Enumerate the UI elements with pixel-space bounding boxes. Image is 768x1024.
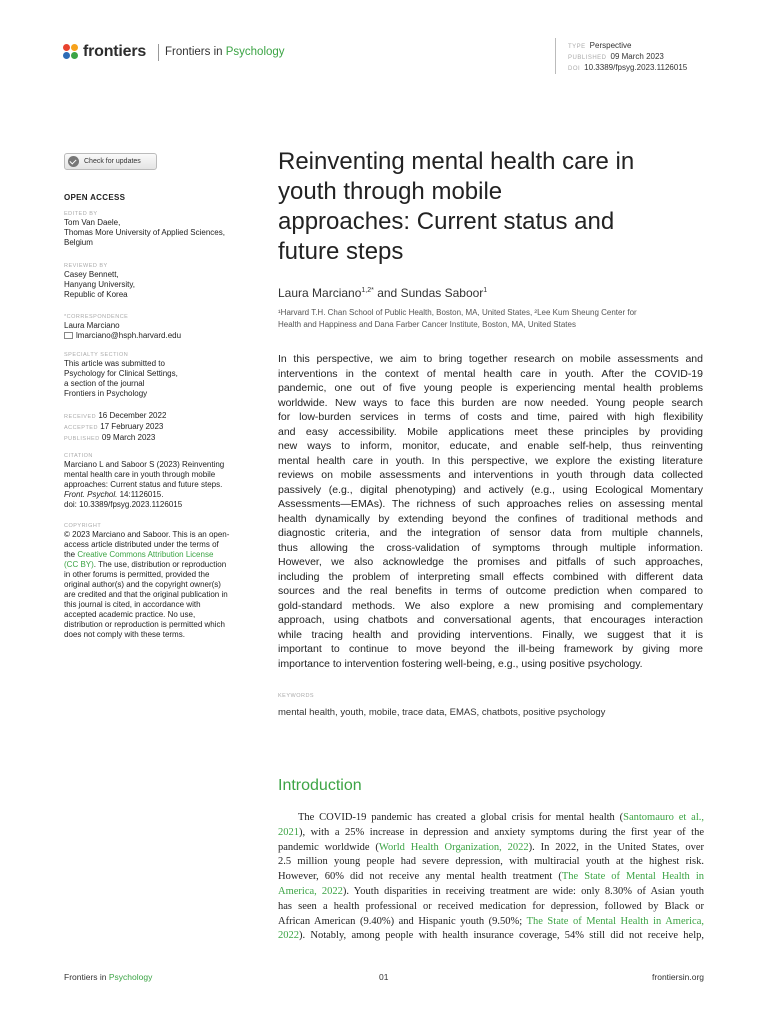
copyright-text: the (64, 550, 78, 559)
article-dates (64, 411, 264, 444)
citation-label: CITATION (64, 453, 93, 459)
specialty-line: Psychology for Clinical Settings, (64, 369, 178, 378)
correspondence-email[interactable]: lmarciano@hsph.harvard.edu (76, 331, 182, 340)
specialty-section (64, 351, 264, 399)
reviewed-by-label: REVIEWED BY (64, 263, 108, 269)
citation-link[interactable]: The State of Mental Health in (561, 871, 705, 883)
citation-link[interactable]: 2022 (278, 930, 299, 942)
abstract-line: In this perspective, we aim to bring together research on mobile assessments and (278, 353, 703, 365)
body-text: ), with a 25% increase in depression and anxiety symptoms during the first year of the (299, 826, 704, 838)
body-line: has seen a health professional or received medication for depression, followed by Black or (278, 900, 704, 912)
affiliation-line: ¹Harvard T.H. Chan School of Public Health, Boston, MA, United States, ²Lee Kum Sheung Center for (278, 308, 637, 317)
correspondence-name: Laura Marciano (64, 321, 120, 330)
reviewer-name: Casey Bennett, (64, 270, 119, 279)
published-label-side: PUBLISHED (64, 436, 100, 442)
correspondence-email-row[interactable] (64, 331, 264, 341)
copyright-line: this journal is cited, in accordance with (64, 600, 201, 609)
body-line (278, 870, 704, 885)
body-line (278, 885, 704, 900)
body-line (278, 929, 704, 944)
published-label: PUBLISHED (568, 55, 607, 61)
citation-line: approaches: Current status and future steps. (64, 480, 223, 489)
published-date-side: 09 March 2023 (101, 433, 156, 442)
author-name[interactable]: Sundas Saboor (400, 286, 484, 300)
abstract-line: gold-standard methods. We also explore a new promising and complementary (278, 599, 703, 612)
abstract-line: importance to intervention fostering well-being, e.g., using positive psychology. (278, 657, 643, 670)
body-line (278, 915, 704, 930)
citation (64, 452, 264, 510)
frontiers-logo-icon (63, 44, 79, 60)
editor-name: Tom Van Daele, (64, 218, 121, 227)
header-divider (158, 44, 159, 61)
abstract-line: passively (e.g., digital phenotyping) and actively (e.g., using Ecological Momentary (278, 483, 703, 496)
copyright-line: original author(s) and the copyright owner(s) (64, 580, 221, 589)
specialty-line: a section of the journal (64, 379, 145, 388)
copyright-label: COPYRIGHT (64, 523, 102, 529)
copyright-line: accepted academic practice. No use, (64, 610, 196, 619)
citation-line: Marciano L and Saboor S (2023) Reinventing (64, 460, 225, 469)
abstract-line: mental health care in youth. In this perspective, we explore the existing literature (278, 454, 703, 467)
accepted-date: 17 February 2023 (100, 422, 164, 431)
abstract-line: and easy accessibility. Mobile applications meet these principles by providing (278, 425, 703, 438)
abstract-line: reviews on mobile assessments and interventions in youth through data collected (278, 469, 703, 481)
authors (278, 286, 487, 300)
footer-site-link[interactable]: frontiersin.org (652, 972, 704, 982)
copyright-text: . The use, distribution or reproduction (93, 560, 227, 569)
type-value: Perspective (589, 41, 632, 50)
abstract-line: worldwide. New ways to face this burden are now needed. Young people search (278, 396, 703, 409)
editor-institution: Thomas More University of Applied Sciences, (64, 228, 225, 237)
received-date: 16 December 2022 (98, 411, 167, 420)
copyright-line: access article distributed under the terms of (64, 540, 219, 549)
body-text: ). In 2022, in the United States, over (528, 841, 704, 853)
editor-country: Belgium (64, 238, 93, 247)
abstract-line: diagnostic criteria, and the integration of sensor data from multiple channels, (278, 527, 703, 539)
edited-by-label: EDITED BY (64, 211, 98, 217)
edited-by (64, 210, 264, 248)
abstract-line: new ways to inform, monitor, educate, and enable self-help, thus reinventing (278, 440, 703, 452)
footer-journal-subject: Psychology (108, 972, 153, 982)
accepted-label: ACCEPTED (64, 425, 98, 431)
journal-name[interactable] (165, 46, 285, 58)
abstract-line: However, we also acknowledge the promises and pitfalls of such approaches, (278, 556, 703, 568)
correspondence-label: *CORRESPONDENCE (64, 314, 129, 320)
introduction-body (278, 811, 704, 944)
check-for-updates-button[interactable] (64, 153, 157, 170)
copyright (64, 522, 264, 640)
copyright-line: © 2023 Marciano and Saboor. This is an open- (64, 530, 230, 539)
published-value: 09 March 2023 (610, 52, 664, 61)
abstract (278, 352, 703, 671)
body-text: The COVID-19 pandemic has created a global crisis for mental health ( (298, 812, 624, 823)
abstract-line: health dynamically by extending beyond the confines of traditional methods and (278, 512, 703, 525)
frontiers-logo[interactable] (63, 42, 146, 62)
title-line: youth through mobile (278, 178, 503, 205)
keywords: mental health, youth, mobile, trace data, EMAS, chatbots, positive psychology (278, 707, 606, 718)
abstract-line: thus allowing the cross-validation of symptoms through multiple information. (278, 541, 703, 554)
copyright-line: distribution or reproduction is permitted which (64, 620, 225, 629)
cc-license-link[interactable]: Creative Commons Attribution License (77, 550, 214, 559)
doi-label: DOI (568, 66, 581, 72)
author-affiliation-mark: 1 (483, 287, 488, 294)
body-text: pandemic worldwide ( (278, 841, 379, 853)
reviewed-by (64, 262, 264, 300)
abstract-line: while tracing health and providing interventions. Finally, we suggest that it is (278, 628, 703, 641)
abstract-line: pandemic, one out of five young people is experiencing mental health problems (278, 382, 703, 394)
journal-prefix: Frontiers in (165, 46, 223, 58)
citation-doi[interactable]: doi: 10.3389/fpsyg.2023.1126015 (64, 500, 183, 509)
abstract-line: sources and the real benefits in terms of outcome prediction when compared to (278, 585, 703, 597)
abstract-line: important to continue to move beyond the ill-being framework by giving more (278, 643, 703, 655)
correspondence (64, 313, 264, 341)
abstract-line: approach, using chatbots and conversational agents, that encourages interaction (278, 614, 703, 626)
specialty-line: This article was submitted to (64, 359, 165, 368)
abstract-line: for low-burden services in terms of costs and time, paired with high flexibility (278, 411, 703, 423)
title-line: Reinventing mental health care in (278, 148, 635, 175)
citation-link[interactable]: The State of Mental Health in America, (526, 915, 704, 927)
body-text: ). Youth disparities in receiving treatment are wide: only 8.30% of Asian youth (342, 885, 704, 897)
copyright-line: in other forums is permitted, provided the (64, 570, 210, 579)
affiliations (278, 307, 708, 331)
citation-journal: Front. Psychol. (64, 490, 118, 499)
citation-link[interactable]: Santomauro et al., (623, 812, 704, 823)
footer-journal-prefix: Frontiers in (64, 972, 107, 982)
meta-divider (555, 38, 556, 74)
title-line: approaches: Current status and (278, 208, 615, 235)
footer-journal[interactable] (64, 972, 152, 982)
citation-link[interactable]: 2021 (278, 826, 299, 838)
cc-by-link[interactable]: (CC BY) (64, 560, 94, 569)
journal-subject: Psychology (225, 46, 285, 58)
body-text: However, 60% did not receive any mental health treatment ( (278, 871, 562, 883)
citation-link[interactable]: America, 2022 (278, 885, 343, 897)
type-label: TYPE (568, 44, 586, 50)
check-icon (68, 156, 79, 167)
body-text: African American (9.40%) and Hispanic youth (9.50%; (278, 915, 527, 927)
body-line (278, 826, 704, 841)
reviewer-institution: Hanyang University, (64, 280, 135, 289)
body-line: 2.5 million young people had severe depression, with multiracial youth at the highest risk. (278, 856, 704, 868)
author-affiliation-mark: 1,2* (361, 287, 374, 294)
abstract-line: interventions in the context of mental health care in youth. After the COVID-19 (278, 367, 703, 380)
citation-volume: 14:1126015. (117, 490, 164, 499)
introduction-heading: Introduction (278, 777, 362, 794)
body-line (278, 811, 704, 826)
doi-value[interactable]: 10.3389/fpsyg.2023.1126015 (584, 63, 688, 72)
author-conjunction: and (373, 286, 401, 300)
article-title (278, 147, 718, 267)
reviewer-country: Republic of Korea (64, 290, 128, 299)
specialty-label: SPECIALTY SECTION (64, 352, 129, 358)
copyright-line: does not comply with these terms. (64, 630, 185, 639)
abstract-line: Assessments—EMAs). The richness of such approaches relies on assessing mental (278, 498, 703, 510)
keywords-label: KEYWORDS (278, 693, 315, 699)
title-line: future steps (278, 238, 404, 265)
copyright-line: are credited and that the original publication in (64, 590, 228, 599)
email-icon (64, 332, 73, 339)
body-line (278, 841, 704, 856)
author-name[interactable]: Laura Marciano (278, 286, 362, 300)
brand-name: frontiers (83, 43, 147, 60)
citation-link[interactable]: World Health Organization, 2022 (378, 841, 529, 853)
doi[interactable] (568, 62, 687, 75)
received-label: RECEIVED (64, 414, 97, 420)
specialty-line: Frontiers in Psychology (64, 389, 148, 398)
page-number: 01 (379, 972, 389, 982)
open-access-label: OPEN ACCESS (64, 193, 126, 202)
check-updates-label: Check for updates (84, 158, 141, 165)
citation-line: mental health care in youth through mobile (64, 470, 216, 479)
body-text: ). Notably, among people with health insurance coverage, 54% still did not receive help, (299, 930, 704, 942)
affiliation-line: Health and Happiness and Dana Farber Cancer Institute, Boston, MA, United States (278, 320, 576, 329)
abstract-line: including the problem of interpreting small effects combined with different data (278, 570, 703, 583)
